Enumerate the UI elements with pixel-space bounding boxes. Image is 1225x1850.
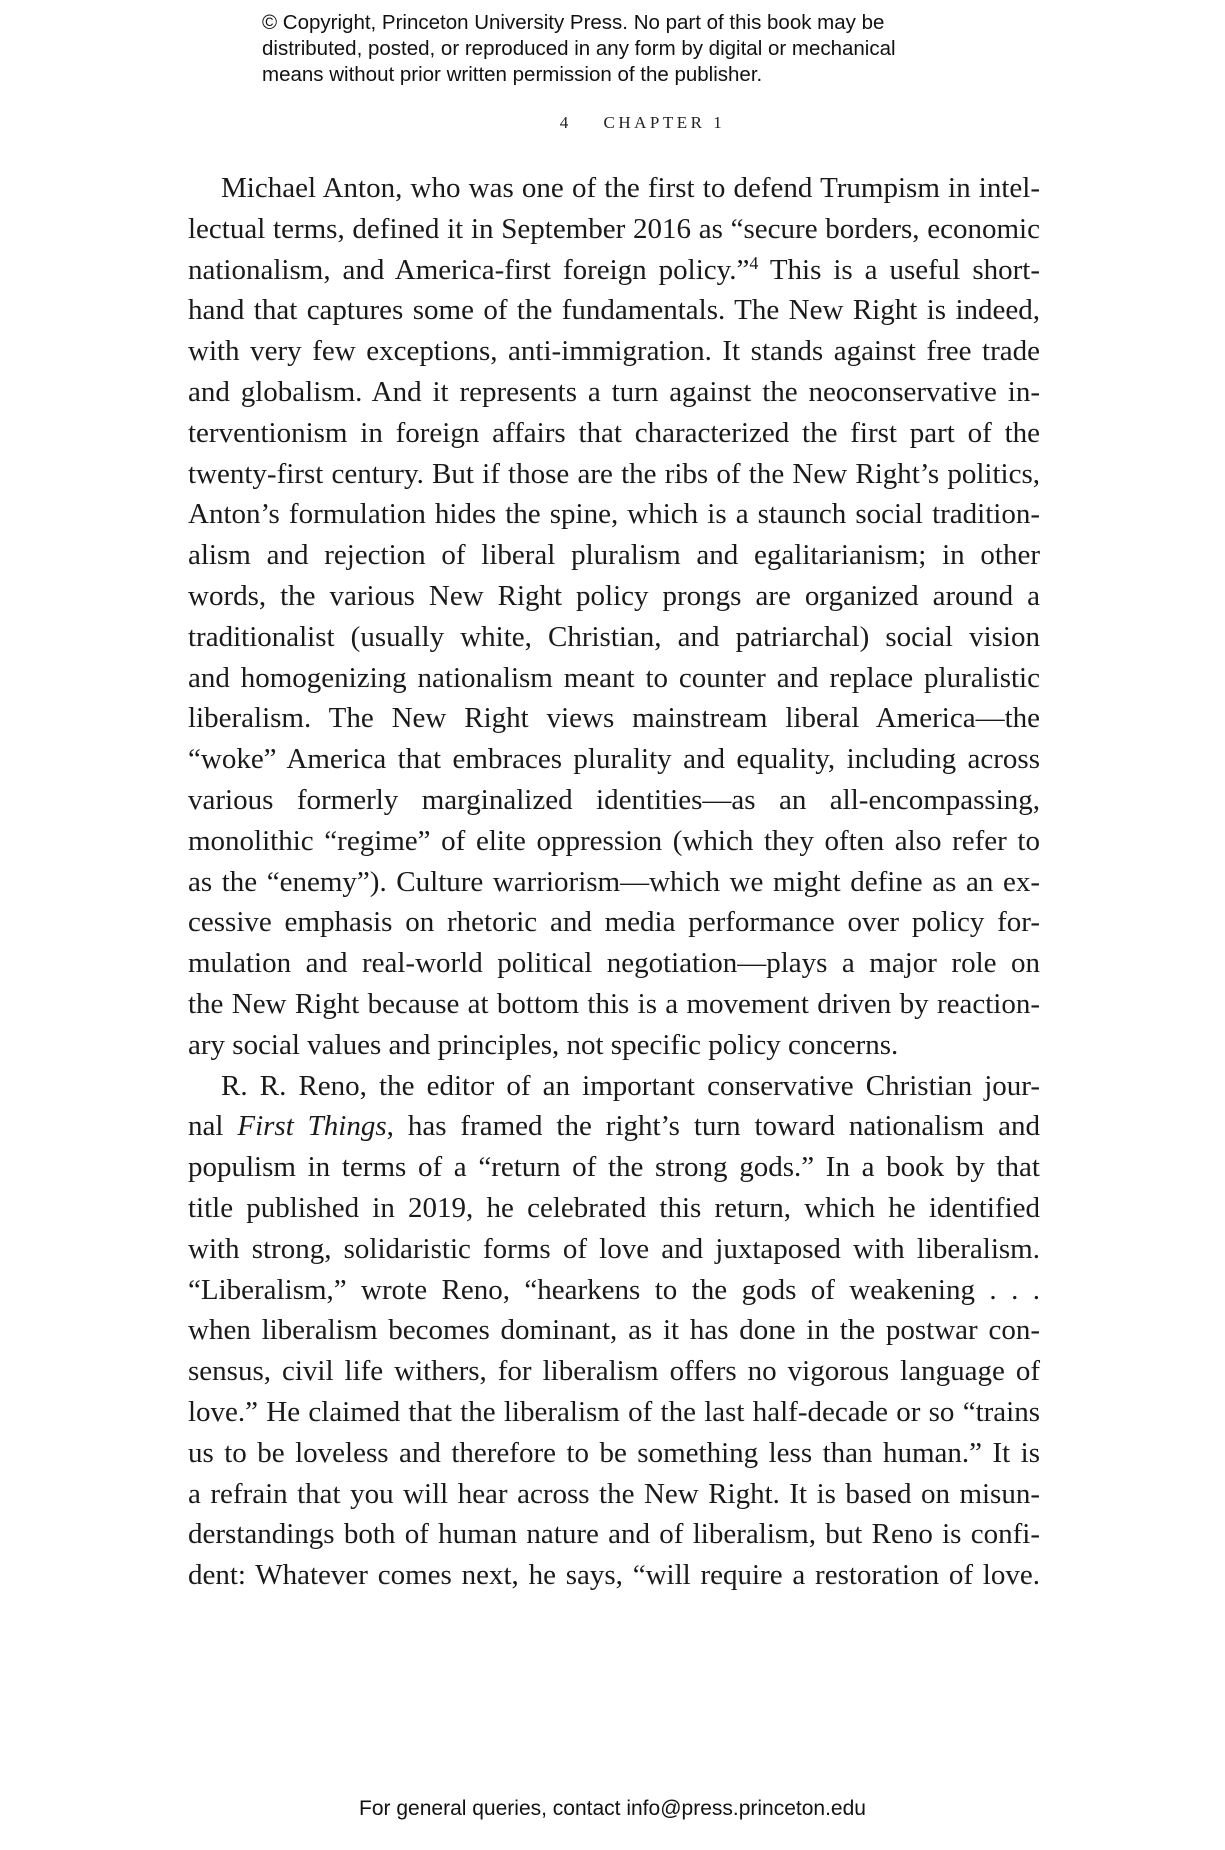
- text-line: twenty-first century. But if those are the ribs of the New Right’s politics,: [188, 457, 1040, 490]
- text-line: and globalism. And it represents a turn against the neoconservative in-: [188, 375, 1040, 408]
- paragraph-2: [188, 1066, 1040, 1596]
- text-line: various formerly marginalized identities—as an all-encompassing,: [188, 783, 1040, 816]
- text-line: “woke” America that embraces plurality and equality, including across: [188, 743, 1040, 776]
- text-line: ary social values and principles, not specific policy concerns.: [188, 1028, 899, 1061]
- text-line: “Liberalism,” wrote Reno, “hearkens to the gods of weakening . . .: [188, 1273, 1040, 1306]
- text-line: dent: Whatever comes next, he says, “will require a restoration of love.: [188, 1559, 1040, 1592]
- text-segment: nal: [188, 1110, 238, 1143]
- text-line-with-title: [188, 1106, 1040, 1147]
- text-line: liberalism. The New Right views mainstream liberal America—the: [188, 702, 1040, 735]
- text-segment: This is a useful short-: [758, 253, 1040, 286]
- journal-title: First Things: [237, 1110, 387, 1143]
- text-line: the New Right because at bottom this is a movement driven by reaction-: [188, 987, 1040, 1020]
- text-line: R. R. Reno, the editor of an important conservative Christian jour-: [221, 1069, 1040, 1102]
- text-line: with very few exceptions, anti-immigration. It stands against free trade: [188, 335, 1040, 368]
- text-line: Anton’s formulation hides the spine, which is a staunch social tradition-: [188, 498, 1040, 531]
- text-line-with-note: [188, 250, 1040, 291]
- text-line: mulation and real-world political negotiation—plays a major role on: [188, 947, 1040, 980]
- footer-contact: For general queries, contact info@press.princeton.edu: [359, 1797, 866, 1820]
- running-head: [0, 113, 1225, 133]
- text-line: derstandings both of human nature and of liberalism, but Reno is confi-: [188, 1518, 1040, 1551]
- text-line: when liberalism becomes dominant, as it has done in the postwar con-: [188, 1314, 1040, 1347]
- paragraph-1: [188, 168, 1040, 1066]
- text-line: Michael Anton, who was one of the first to defend Trumpism in intel-: [221, 172, 1040, 204]
- text-line: cessive emphasis on rhetoric and media performance over policy for-: [188, 906, 1040, 939]
- text-line: love.” He claimed that the liberalism of the last half-decade or so “trains: [188, 1395, 1040, 1428]
- chapter-label: CHAPTER 1: [603, 113, 726, 132]
- text-line: monolithic “regime” of elite oppression (which they often also refer to: [188, 824, 1040, 857]
- text-line: as the “enemy”). Culture warriorism—which we might define as an ex-: [188, 865, 1040, 898]
- text-line: words, the various New Right policy prongs are organized around a: [188, 579, 1040, 612]
- text-segment: , has framed the right’s turn toward nationalism and: [386, 1110, 1041, 1143]
- text-line: traditionalist (usually white, Christian, and patriarchal) social vision: [188, 620, 1040, 653]
- text-segment: nationalism, and America-first foreign policy.”: [188, 253, 750, 286]
- text-line: hand that captures some of the fundamentals. The New Right is indeed,: [188, 294, 1040, 327]
- text-line: sensus, civil life withers, for liberalism offers no vigorous language of: [188, 1355, 1040, 1388]
- text-line: populism in terms of a “return of the strong gods.” In a book by that: [188, 1151, 1040, 1184]
- text-line: title published in 2019, he celebrated this return, which he identified: [188, 1191, 1040, 1224]
- copyright-line: © Copyright, Princeton University Press. No part of this book may be: [262, 11, 885, 34]
- text-line: a refrain that you will hear across the New Right. It is based on misun-: [188, 1477, 1040, 1510]
- text-line: us to be loveless and therefore to be something less than human.” It is: [188, 1436, 1040, 1469]
- text-line: and homogenizing nationalism meant to counter and replace pluralistic: [188, 661, 1040, 694]
- page-number: 4: [559, 113, 572, 132]
- text-line: alism and rejection of liberal pluralism and egalitarianism; in other: [188, 539, 1040, 572]
- copyright-notice: [262, 10, 1022, 88]
- footnote-reference[interactable]: 4: [749, 252, 759, 273]
- copyright-line: means without prior written permission of the publisher.: [262, 63, 763, 86]
- body-text: [188, 168, 1040, 1596]
- text-line: lectual terms, defined it in September 2016 as “secure borders, economic: [188, 212, 1040, 245]
- text-line: with strong, solidaristic forms of love and juxtaposed with liberalism.: [188, 1232, 1040, 1265]
- text-line: terventionism in foreign affairs that characterized the first part of the: [188, 416, 1040, 449]
- copyright-line: distributed, posted, or reproduced in any form by digital or mechanical: [262, 37, 896, 60]
